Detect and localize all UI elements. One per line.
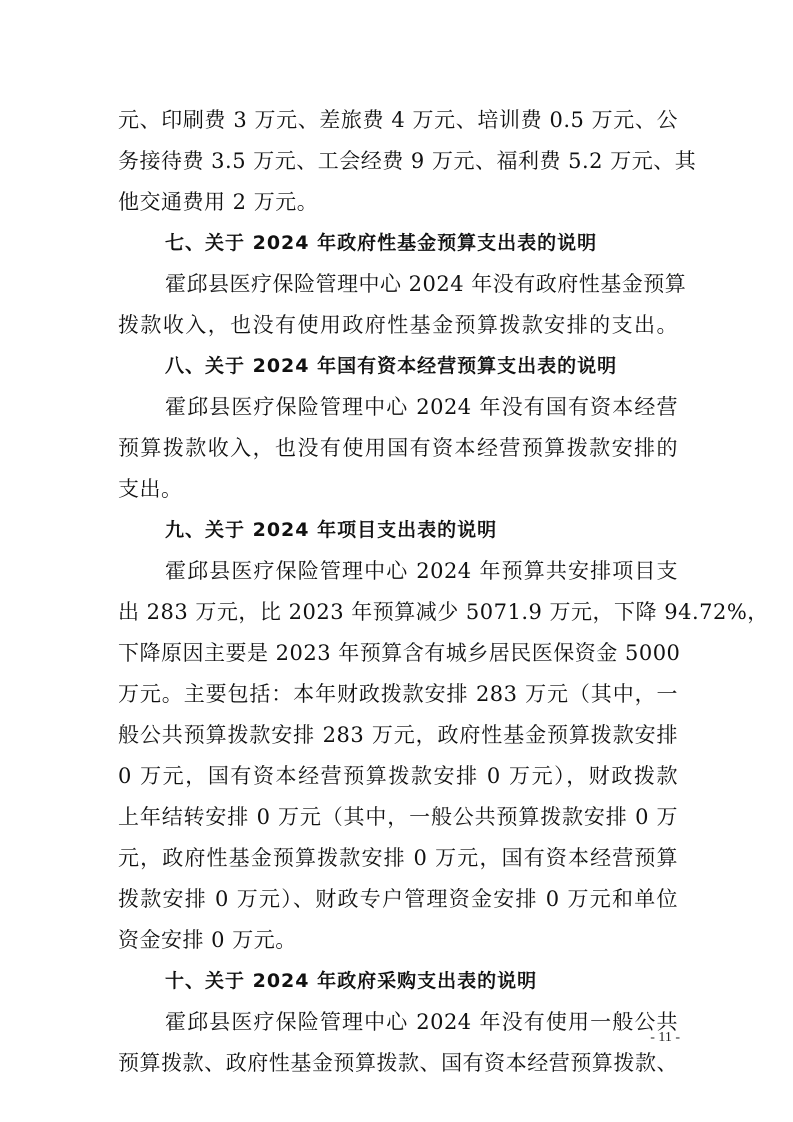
paragraph-line: 务接待费 3.5 万元、工会经费 9 万元、福利费 5.2 万元、其 [118,149,697,173]
paragraph-line: 元，政府性基金预算拨款安排 0 万元，国有资本经营预算 [118,846,678,870]
paragraph-line: 霍邱县医疗保险管理中心 2024 年没有国有资本经营 [165,395,678,419]
paragraph-line: 霍邱县医疗保险管理中心 2024 年预算共安排项目支 [165,559,678,583]
paragraph-line: 霍邱县医疗保险管理中心 2024 年没有使用一般公共 [165,1010,678,1034]
section-heading: 九、关于 2024 年项目支出表的说明 [165,519,498,541]
section-heading: 七、关于 2024 年政府性基金预算支出表的说明 [165,232,598,254]
paragraph-line: 资金安排 0 万元。 [118,928,297,952]
paragraph-line: 预算拨款、政府性基金预算拨款、国有资本经营预算拨款、 [118,1051,678,1075]
paragraph-line: 预算拨款收入，也没有使用国有资本经营预算拨款安排的 [118,436,678,460]
paragraph-line: 上年结转安排 0 万元（其中，一般公共预算拨款安排 0 万 [118,805,678,829]
section-heading: 八、关于 2024 年国有资本经营预算支出表的说明 [165,355,618,377]
paragraph-line: 他交通费用 2 万元。 [118,190,319,214]
paragraph-line: 万元。主要包括：本年财政拨款安排 283 万元（其中，一 [118,682,678,706]
paragraph-line: 下降原因主要是 2023 年预算含有城乡居民医保资金 5000 [118,641,681,665]
paragraph-line: 元、印刷费 3 万元、差旅费 4 万元、培训费 0.5 万元、公 [118,108,678,132]
paragraph-line: 霍邱县医疗保险管理中心 2024 年没有政府性基金预算 [165,272,687,296]
paragraph-line: 拨款安排 0 万元）、财政专户管理资金安排 0 万元和单位 [118,887,678,911]
paragraph-line: 拨款收入，也没有使用政府性基金预算拨款安排的支出。 [118,313,678,337]
paragraph-line: 0 万元，国有资本经营预算拨款安排 0 万元），财政拨款 [118,764,678,788]
section-heading: 十、关于 2024 年政府采购支出表的说明 [165,970,538,992]
paragraph-line: 支出。 [118,477,183,501]
page-number: - 11 - [650,1030,680,1045]
paragraph-line: 出 283 万元，比 2023 年预算减少 5071.9 万元，下降 94.72%， [118,600,769,624]
paragraph-line: 般公共预算拨款安排 283 万元，政府性基金预算拨款安排 [118,723,678,747]
